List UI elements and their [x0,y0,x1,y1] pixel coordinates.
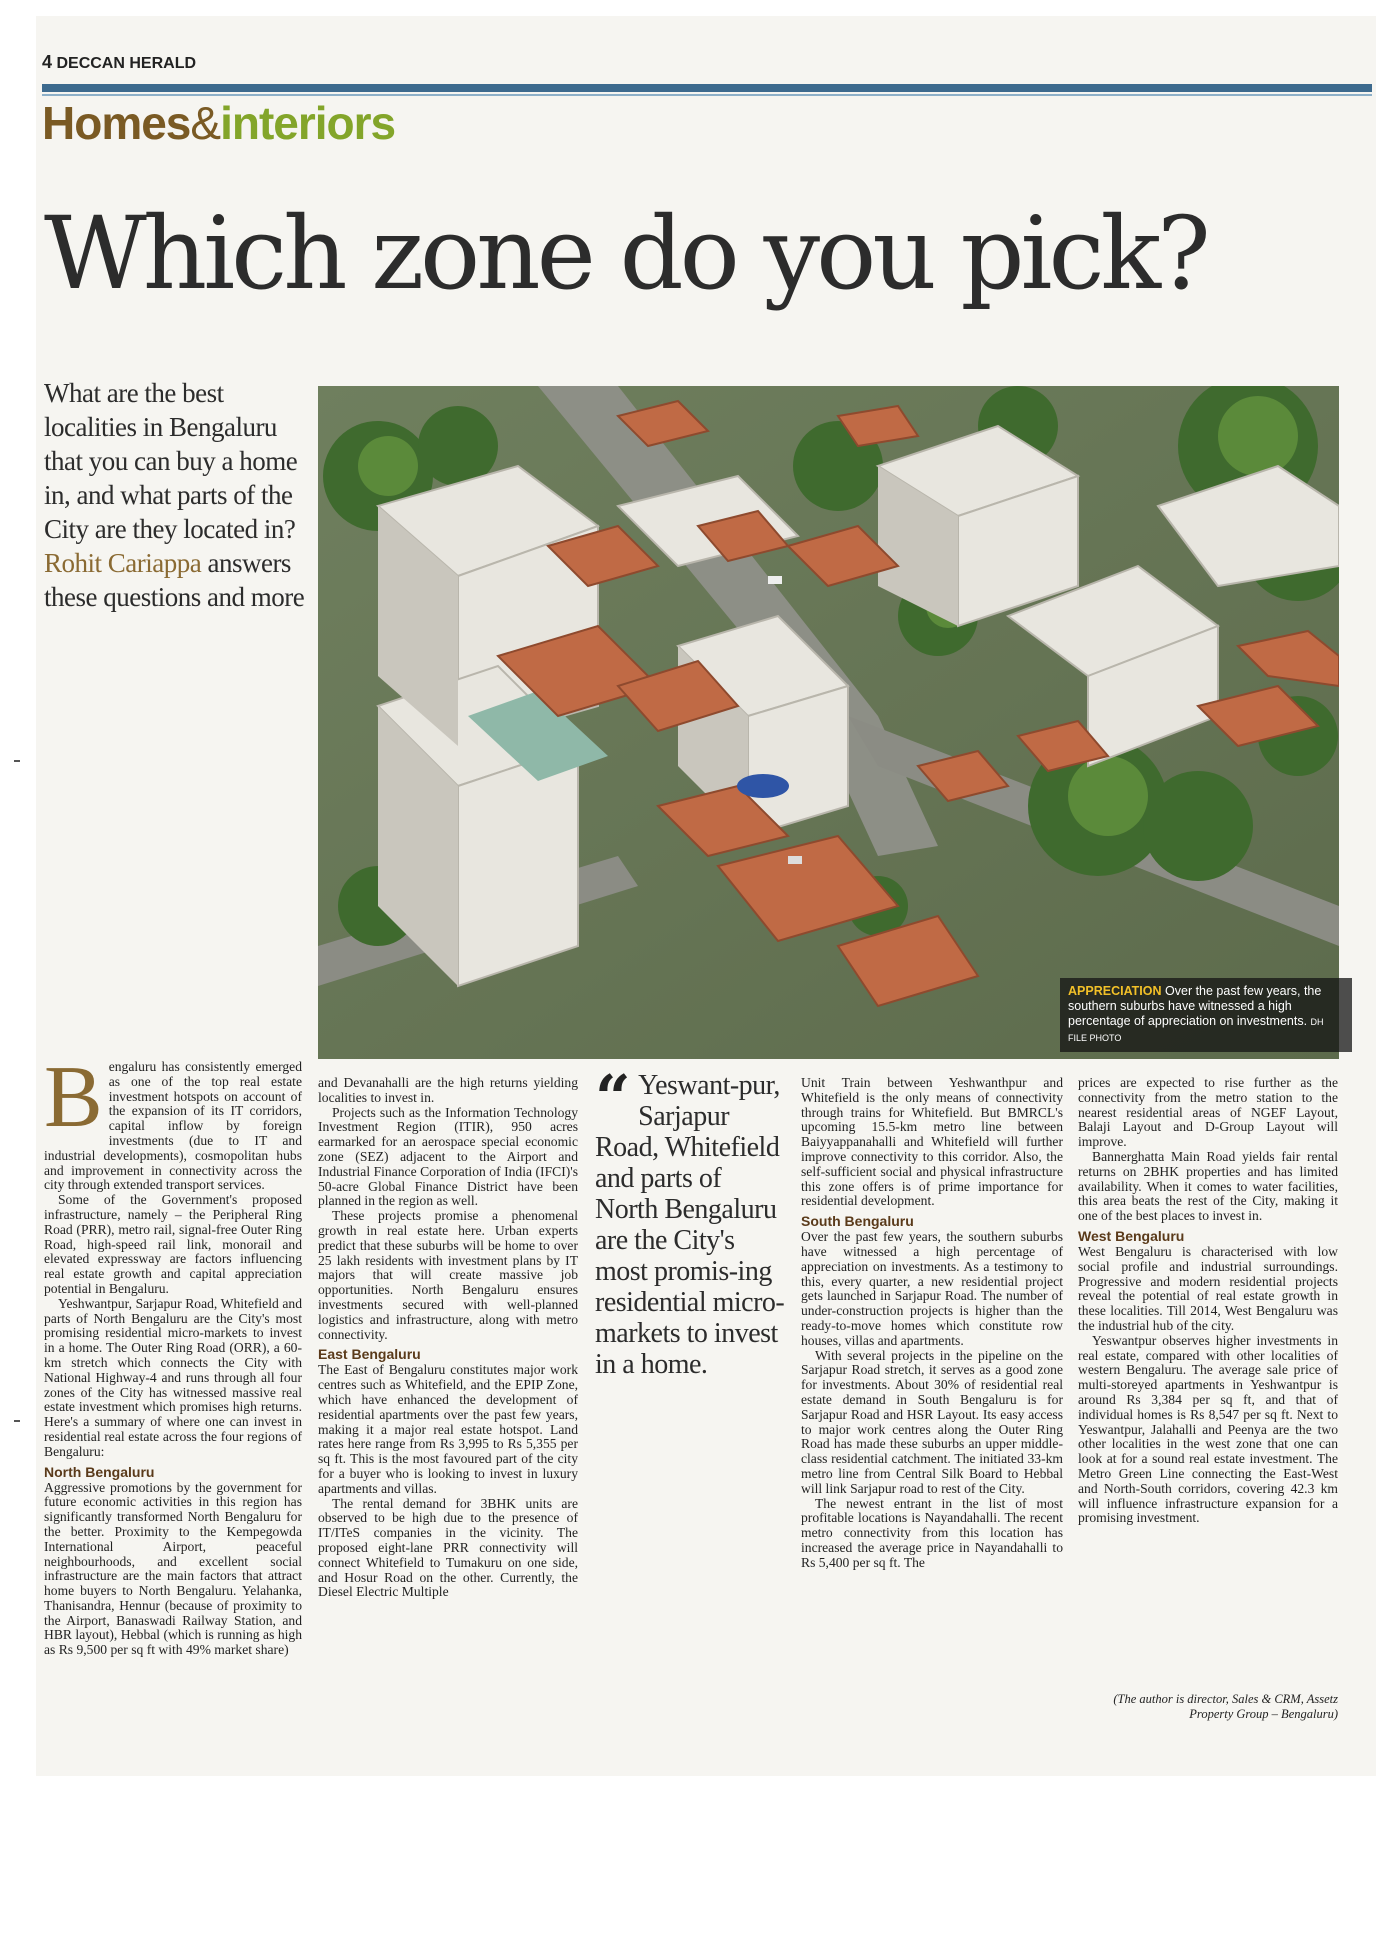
caption-text: Over the past few years, the southern suburbs have witnessed a high percentage of appreciation on investments. [1068,984,1322,1028]
page-header [42,52,196,73]
article-paragraph: engaluru has consistently emerged as one of the top real estate investment hotspots on account of the expansion of its IT corridors, capital inflow by foreign investments (due to IT and industrial developments), cosmopolitan hubs and improvement in connectivity across the city through extended transport services. [44,1059,302,1193]
article-paragraph: prices are expected to rise further as the connectivity from the metro station to the nearest residential areas of NGEF Layout, Balaji Layout and D-Group Layout will improve. [1078,1075,1338,1150]
article-paragraph: Some of the Government's proposed infrastructure, namely – the Peripheral Ring Road (PRR), metro rail, signal-free Outer Ring Road, high-speed rail link, monorail and elevated expressway are factors influencing real estate growth and capital appreciation potential in Bengaluru. [44,1192,302,1296]
article-column-4 [1078,1076,1338,1526]
section-homes: Homes [42,97,191,149]
section-interiors: interiors [220,97,396,149]
article-paragraph: The East of Bengaluru constitutes major work centres such as Whitefield, and the EPIP Zone, which have enhanced the development of residential apartments over the past few years, making it a major real estate hotspot. Land rates here range from Rs 3,995 to Rs 5,355 per sq ft. This is the most favoured part of the city for a buyer who is looking to invest in luxury apartments and villas. [318,1362,578,1496]
section-amp: & [190,97,221,149]
standfirst-rest: answers these questions and more [44,548,305,612]
article-paragraph: West Bengaluru is characterised with low social profile and industrial surroundings. Progressive and modern residential projects reveal the potential of real estate growth in these localities. Till 2014, West Bengaluru was the industrial hub of the city. [1078,1243,1338,1333]
standfirst-text: What are the best localities in Bengaluru that you can buy a home in, and what parts of the City are they located in? [44,378,298,544]
pull-quote [595,1061,785,1380]
standfirst-author: Rohit Cariappa [44,548,202,578]
author-note: (The author is director, Sales & CRM, Assetz Property Group – Bengaluru) [1113,1692,1338,1721]
quote-mark-icon: “ [595,1061,631,1134]
subhead-north: North Bengaluru [44,1463,155,1480]
header-rule [42,84,1372,92]
subhead-west: West Bengaluru [1078,1227,1185,1244]
header-rule-thin [42,94,1372,96]
photo-caption [1060,978,1352,1052]
photo-credit: DH FILE PHOTO [1068,1017,1324,1043]
paper-name: DECCAN HERALD [56,55,197,72]
article-paragraph: These projects promise a phenomenal growth in real estate here. Urban experts predict that these suburbs will be home to over 25 lakh residents with investment plans by IT majors that will create massive job opportunities. North Bengaluru ensures investments secured with well-planned logistics and infrastructure, along with metro connectivity. [318,1208,578,1342]
margin-mark [14,1420,20,1422]
article-column-3 [801,1076,1063,1571]
page-number: 4 [42,52,53,72]
subhead-south: South Bengaluru [801,1213,914,1230]
article-paragraph: Aggressive promotions by the government for future economic activities in this region has significantly transformed North Bengaluru for the better. Proximity to the Kempegowda International Airport, peaceful neighbourhoods, and excellent social infrastructure are the main factors that attract home buyers to North Bengaluru. Yelahanka, Thanisandra, Hennur (because of proximity to the Airport, Banaswadi Railway Station, and HBR layout), Hebbal (which is running as high as Rs 9,500 per sq ft with 49% market share) [44,1479,302,1658]
article-paragraph: Projects such as the Information Technology Investment Region (ITIR), 950 acres earmarked for an aerospace special economic zone (SEZ) adjacent to the Airport and Industrial Finance Corporation of India (IFCI)'s 50-acre Global Finance District have been planned in the region as well. [318,1104,578,1209]
subhead-east: East Bengaluru [318,1346,421,1363]
drop-cap: B [44,1049,103,1146]
article-column-1 [44,1049,302,1658]
article-paragraph: Yeshwantpur, Sarjapur Road, Whitefield and parts of North Bengaluru are the City's most promising residential micro-markets to invest in a home. The Outer Ring Road (ORR), a 60-km stretch which connects the City with National Highway-4 and runs through all four zones of the City has witnessed massive real estate investment which promises high returns. Here's a summary of where one can invest in residential real estate across the four regions of Bengaluru: [44,1295,302,1459]
article-paragraph: and Devanahalli are the high returns yielding localities to invest in. [318,1075,578,1105]
standfirst [44,376,314,614]
aerial-photo [318,386,1339,1059]
margin-mark [14,760,20,762]
article-paragraph: Over the past few years, the southern suburbs have witnessed a high percentage of appreciation on investments. As a testimony to this, every quarter, a new residential project gets launched in Sarjapur Road. The number of under-construction projects is higher than the ready-to-move homes which constitute row houses, villas and apartments. [801,1229,1063,1348]
headline: Which zone do you pick? [44,195,1207,312]
section-title [42,98,395,149]
article-paragraph: Yeswantpur observes higher investments in real estate, compared with other localities of western Bengaluru. The average sale price of multi-storeyed apartments in Yeshwantpur is around Rs 3,384 per sq ft, and that of individual homes is Rs 8,547 per sq ft. Next to Yeswantpur, Jalahalli and Peenya are the two other localities in the west zone that one can look at for a sound real estate investment. The Metro Green Line connecting the East-West and North-South corridors, covering 42.3 km will influence infrastructure expansion for a promising investment. [1078,1332,1338,1526]
pull-quote-text: Yeswant-pur, Sarjapur Road, Whitefield and parts of North Bengaluru are the City's most promis-ing residential micro-markets to invest in a home. [595,1070,785,1380]
article-paragraph: With several projects in the pipeline on the Sarjapur Road stretch, it serves as a good zone for investments. About 30% of residential real estate demand in South Bengaluru is for Sarjapur Road and HSR Layout. Its easy access to major work centres along the Outer Ring Road has made these suburbs an upper middle-class residential catchment. The initiated 33-km metro line from Central Silk Board to Hebbal will link Sarjapur road to rest of the City. [801,1347,1063,1496]
article-paragraph: Unit Train between Yeshwanthpur and Whitefield is the only means of connectivity through trains for Whitefield. But BMRCL's upcoming 15.5-km metro line between Baiyyappanahalli and Whitefield will further improve connectivity to this corridor. Also, the self-sufficient social and physical infrastructure this zone offers is of prime importance for residential development. [801,1075,1063,1209]
caption-lead: APPRECIATION [1068,984,1162,998]
article-column-2 [318,1076,578,1600]
article-paragraph: Bannerghatta Main Road yields fair rental returns on 2BHK properties and has limited availability. When it comes to water facilities, this area beats the rest of the City, making it one of the best places to invest in. [1078,1148,1338,1224]
aerial-photo-illustration [318,386,1339,1059]
article-paragraph: The newest entrant in the list of most profitable locations is Nayandahalli. The recent metro connectivity from this location has increased the average price in Nayandahalli to Rs 5,400 per sq ft. The [801,1495,1063,1570]
article-paragraph: The rental demand for 3BHK units are observed to be high due to the presence of IT/ITeS companies in the vicinity. The proposed eight-lane PRR connectivity will connect Whitefield to Tumakuru on one side, and Hosur Road on the other. Currently, the Diesel Electric Multiple [318,1495,578,1600]
